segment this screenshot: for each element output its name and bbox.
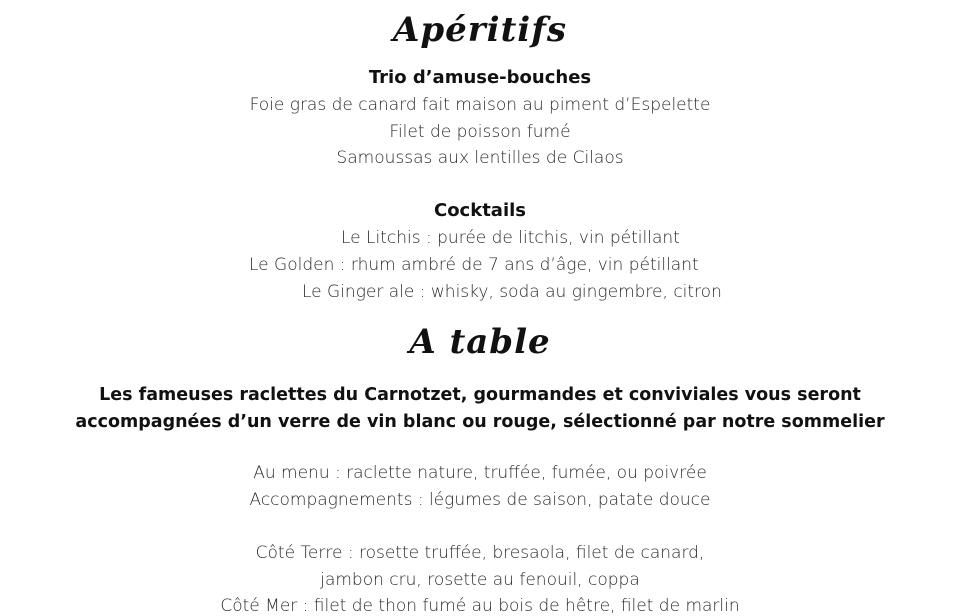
menu-line: Accompagnements : légumes de saison, patate douce (249, 490, 711, 510)
cocktail-item: Le Golden : rhum ambré de 7 ans d’âge, vin pétillant (249, 255, 699, 275)
raclette-intro-line: accompagnées d’un verre de vin blanc ou rouge, sélectionné par notre sommelier (75, 412, 885, 432)
cote-mer-line: Côté Mer : filet de thon fumé au bois de hêtre, filet de marlin (220, 596, 740, 616)
cocktail-item: Le Ginger ale : whisky, soda au gingembre, citron (302, 282, 722, 302)
cocktail-item: Le Litchis : purée de litchis, vin pétillant (341, 228, 680, 248)
cote-terre-line: jambon cru, rosette au fenouil, coppa (320, 570, 640, 590)
cocktails-heading: Cocktails (433, 200, 527, 221)
raclette-intro (0, 382, 960, 436)
raclette-intro-line: Les fameuses raclettes du Carnotzet, gourmandes et conviviales vous seront (99, 385, 861, 405)
amuse-bouches-heading: Trio d’amuse-bouches (368, 67, 592, 88)
menu-line: Au menu : raclette nature, truffée, fumée, ou poivrée (253, 463, 707, 483)
cote-terre-line: Côté Terre : rosette truffée, bresaola, filet de canard, (255, 543, 705, 563)
amuse-item: Filet de poisson fumé (389, 122, 571, 142)
aperitifs-title: Apéritifs (392, 10, 567, 50)
amuse-item: Foie gras de canard fait maison au piment d’Espelette (249, 95, 711, 115)
amuse-item: Samoussas aux lentilles de Cilaos (336, 148, 624, 168)
a-table-title: A table (409, 322, 551, 362)
